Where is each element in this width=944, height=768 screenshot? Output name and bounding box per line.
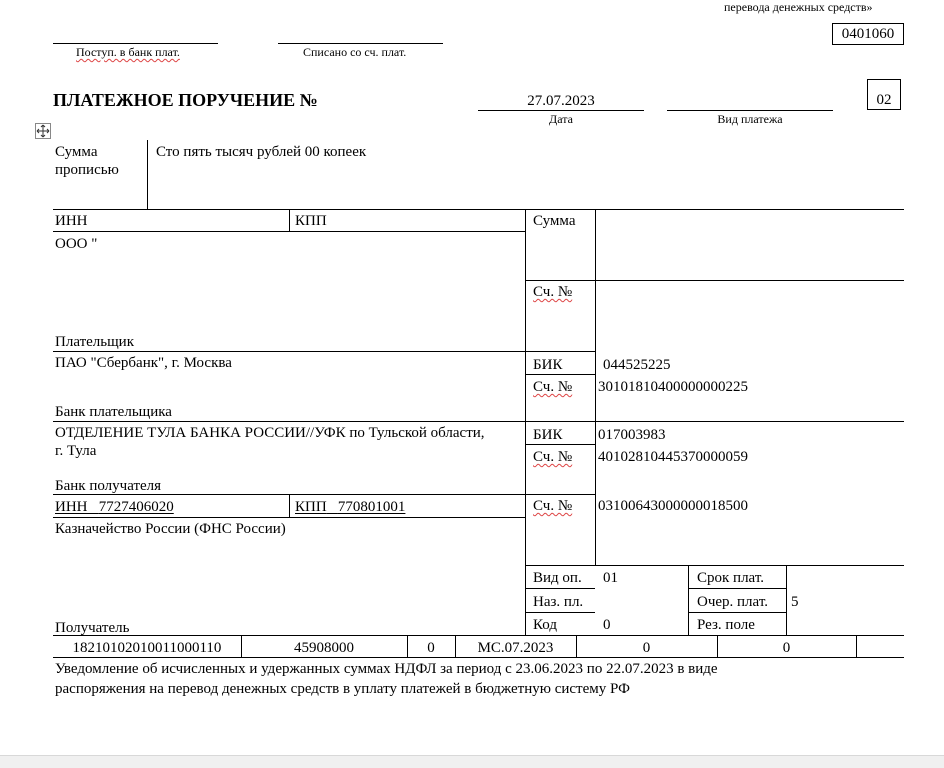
grid-v-b6	[856, 635, 857, 657]
payee-bank-name[interactable]: ОТДЕЛЕНИЕ ТУЛА БАНКА РОССИИ//УФК по Тульской области, г. Тула	[55, 425, 485, 459]
grid-line-inn	[53, 231, 525, 232]
grid-v-main	[525, 209, 526, 635]
payer-bank-account-label: Сч. №	[533, 379, 573, 395]
grid-line-budget-top	[53, 635, 904, 636]
amount-words-label-2: прописью	[55, 162, 119, 178]
kod-label: Код	[533, 617, 557, 633]
header-top-text: перевода денежных средств»	[724, 0, 873, 14]
purpose-line-2[interactable]: распоряжения на перевод денежных средств в уплату платежей в бюджетную систему РФ	[55, 681, 630, 697]
grid-v-payee-inn-kpp	[289, 494, 290, 517]
date-label: Дата	[549, 112, 573, 126]
budget-doc-date[interactable]: 0	[782, 640, 791, 656]
payer-name[interactable]: ООО "	[55, 236, 98, 252]
grid-v-inn-kpp	[289, 209, 290, 231]
grid-line-op2	[525, 612, 595, 613]
payer-bank-bik-label: БИК	[533, 357, 563, 373]
payer-inn-label: ИНН	[55, 213, 88, 229]
grid-line-op	[525, 565, 904, 566]
budget-kbk[interactable]: 18210102010011000110	[72, 640, 222, 656]
grid-line-payee-inn	[53, 517, 525, 518]
grid-line-bik1	[525, 374, 595, 375]
payer-bank-caption: Банк плательщика	[55, 404, 172, 420]
payee-bank-account-label: Сч. №	[533, 449, 573, 465]
payee-bank-caption: Банк получателя	[55, 478, 162, 494]
budget-doc-num[interactable]: 0	[642, 640, 651, 656]
grid-line-payer-bank	[53, 421, 904, 422]
payee-bank-account[interactable]: 40102810445370000059	[598, 449, 748, 465]
payer-kpp-label: КПП	[295, 213, 327, 229]
grid-line-payer	[53, 351, 595, 352]
grid-line-budget-bottom	[53, 657, 904, 658]
payment-type-label: Вид платежа	[717, 112, 783, 126]
payer-bank-account[interactable]: 30101810400000000225	[598, 379, 748, 395]
budget-basis[interactable]: 0	[427, 640, 435, 656]
grid-line-bik2	[525, 444, 595, 445]
ocher-label: Очер. плат.	[697, 594, 768, 610]
payer-caption: Плательщик	[55, 334, 134, 350]
spisano-line	[278, 43, 443, 44]
amount-words-value[interactable]: Сто пять тысяч рублей 00 копеек	[156, 144, 367, 160]
grid-line-sum-left	[525, 280, 595, 281]
payee-caption: Получатель	[55, 620, 130, 636]
budget-oktmo[interactable]: 45908000	[294, 640, 354, 656]
grid-line-sum	[595, 280, 904, 281]
sum-label: Сумма	[533, 213, 576, 229]
budget-period[interactable]: МС.07.2023	[477, 640, 554, 656]
kod-value[interactable]: 0	[603, 617, 611, 633]
payee-inn[interactable]: ИНН 7727406020	[55, 499, 174, 515]
grid-line-op1	[525, 588, 595, 589]
page-title: ПЛАТЕЖНОЕ ПОРУЧЕНИЕ №	[53, 90, 318, 110]
grid-line-op2r	[688, 612, 786, 613]
payee-name[interactable]: Казначейство России (ФНС России)	[55, 521, 286, 537]
vid-op-value[interactable]: 01	[603, 570, 618, 586]
payee-account[interactable]: 03100643000000018500	[598, 498, 748, 514]
postupl-line	[53, 43, 218, 44]
payee-kpp[interactable]: КПП 770801001	[295, 499, 406, 515]
payer-bank-name[interactable]: ПАО "Сбербанк", г. Москва	[55, 355, 232, 371]
move-arrows-icon	[36, 124, 50, 138]
amount-words-divider	[147, 140, 148, 209]
spisano-label: Списано со сч. плат.	[303, 45, 407, 59]
purpose-line-1[interactable]: Уведомление об исчисленных и удержанных суммах НДФЛ за период с 23.06.2023 по 22.07.2023 в виде	[55, 661, 718, 677]
payer-account-label: Сч. №	[533, 284, 573, 300]
amount-words-label-1: Сумма	[55, 144, 98, 160]
form-code-box: 0401060	[832, 23, 904, 45]
status-code-box[interactable]: 02	[867, 79, 901, 110]
payee-account-label: Сч. №	[533, 498, 573, 514]
postupl-label: Поступ. в банк плат.	[76, 45, 180, 59]
ocher-value[interactable]: 5	[791, 594, 799, 610]
payment-type-line	[667, 110, 833, 111]
grid-v-values	[595, 209, 596, 565]
rez-label: Рез. поле	[697, 617, 755, 633]
grid-line-top	[53, 209, 904, 210]
naz-pl-label: Наз. пл.	[533, 594, 584, 610]
payee-bank-bik[interactable]: 017003983	[598, 427, 666, 443]
payee-bank-bik-label: БИК	[533, 427, 563, 443]
status-bar	[0, 755, 944, 768]
vid-op-label: Вид оп.	[533, 570, 582, 586]
grid-v-op-mid	[688, 565, 689, 635]
date-value[interactable]: 27.07.2023	[527, 93, 595, 109]
grid-line-op1r	[688, 588, 786, 589]
grid-v-op-right	[786, 565, 787, 635]
table-move-handle[interactable]	[35, 123, 51, 139]
payer-bank-bik[interactable]: 044525225	[603, 357, 671, 373]
date-line	[478, 110, 644, 111]
srok-label: Срок плат.	[697, 570, 765, 586]
